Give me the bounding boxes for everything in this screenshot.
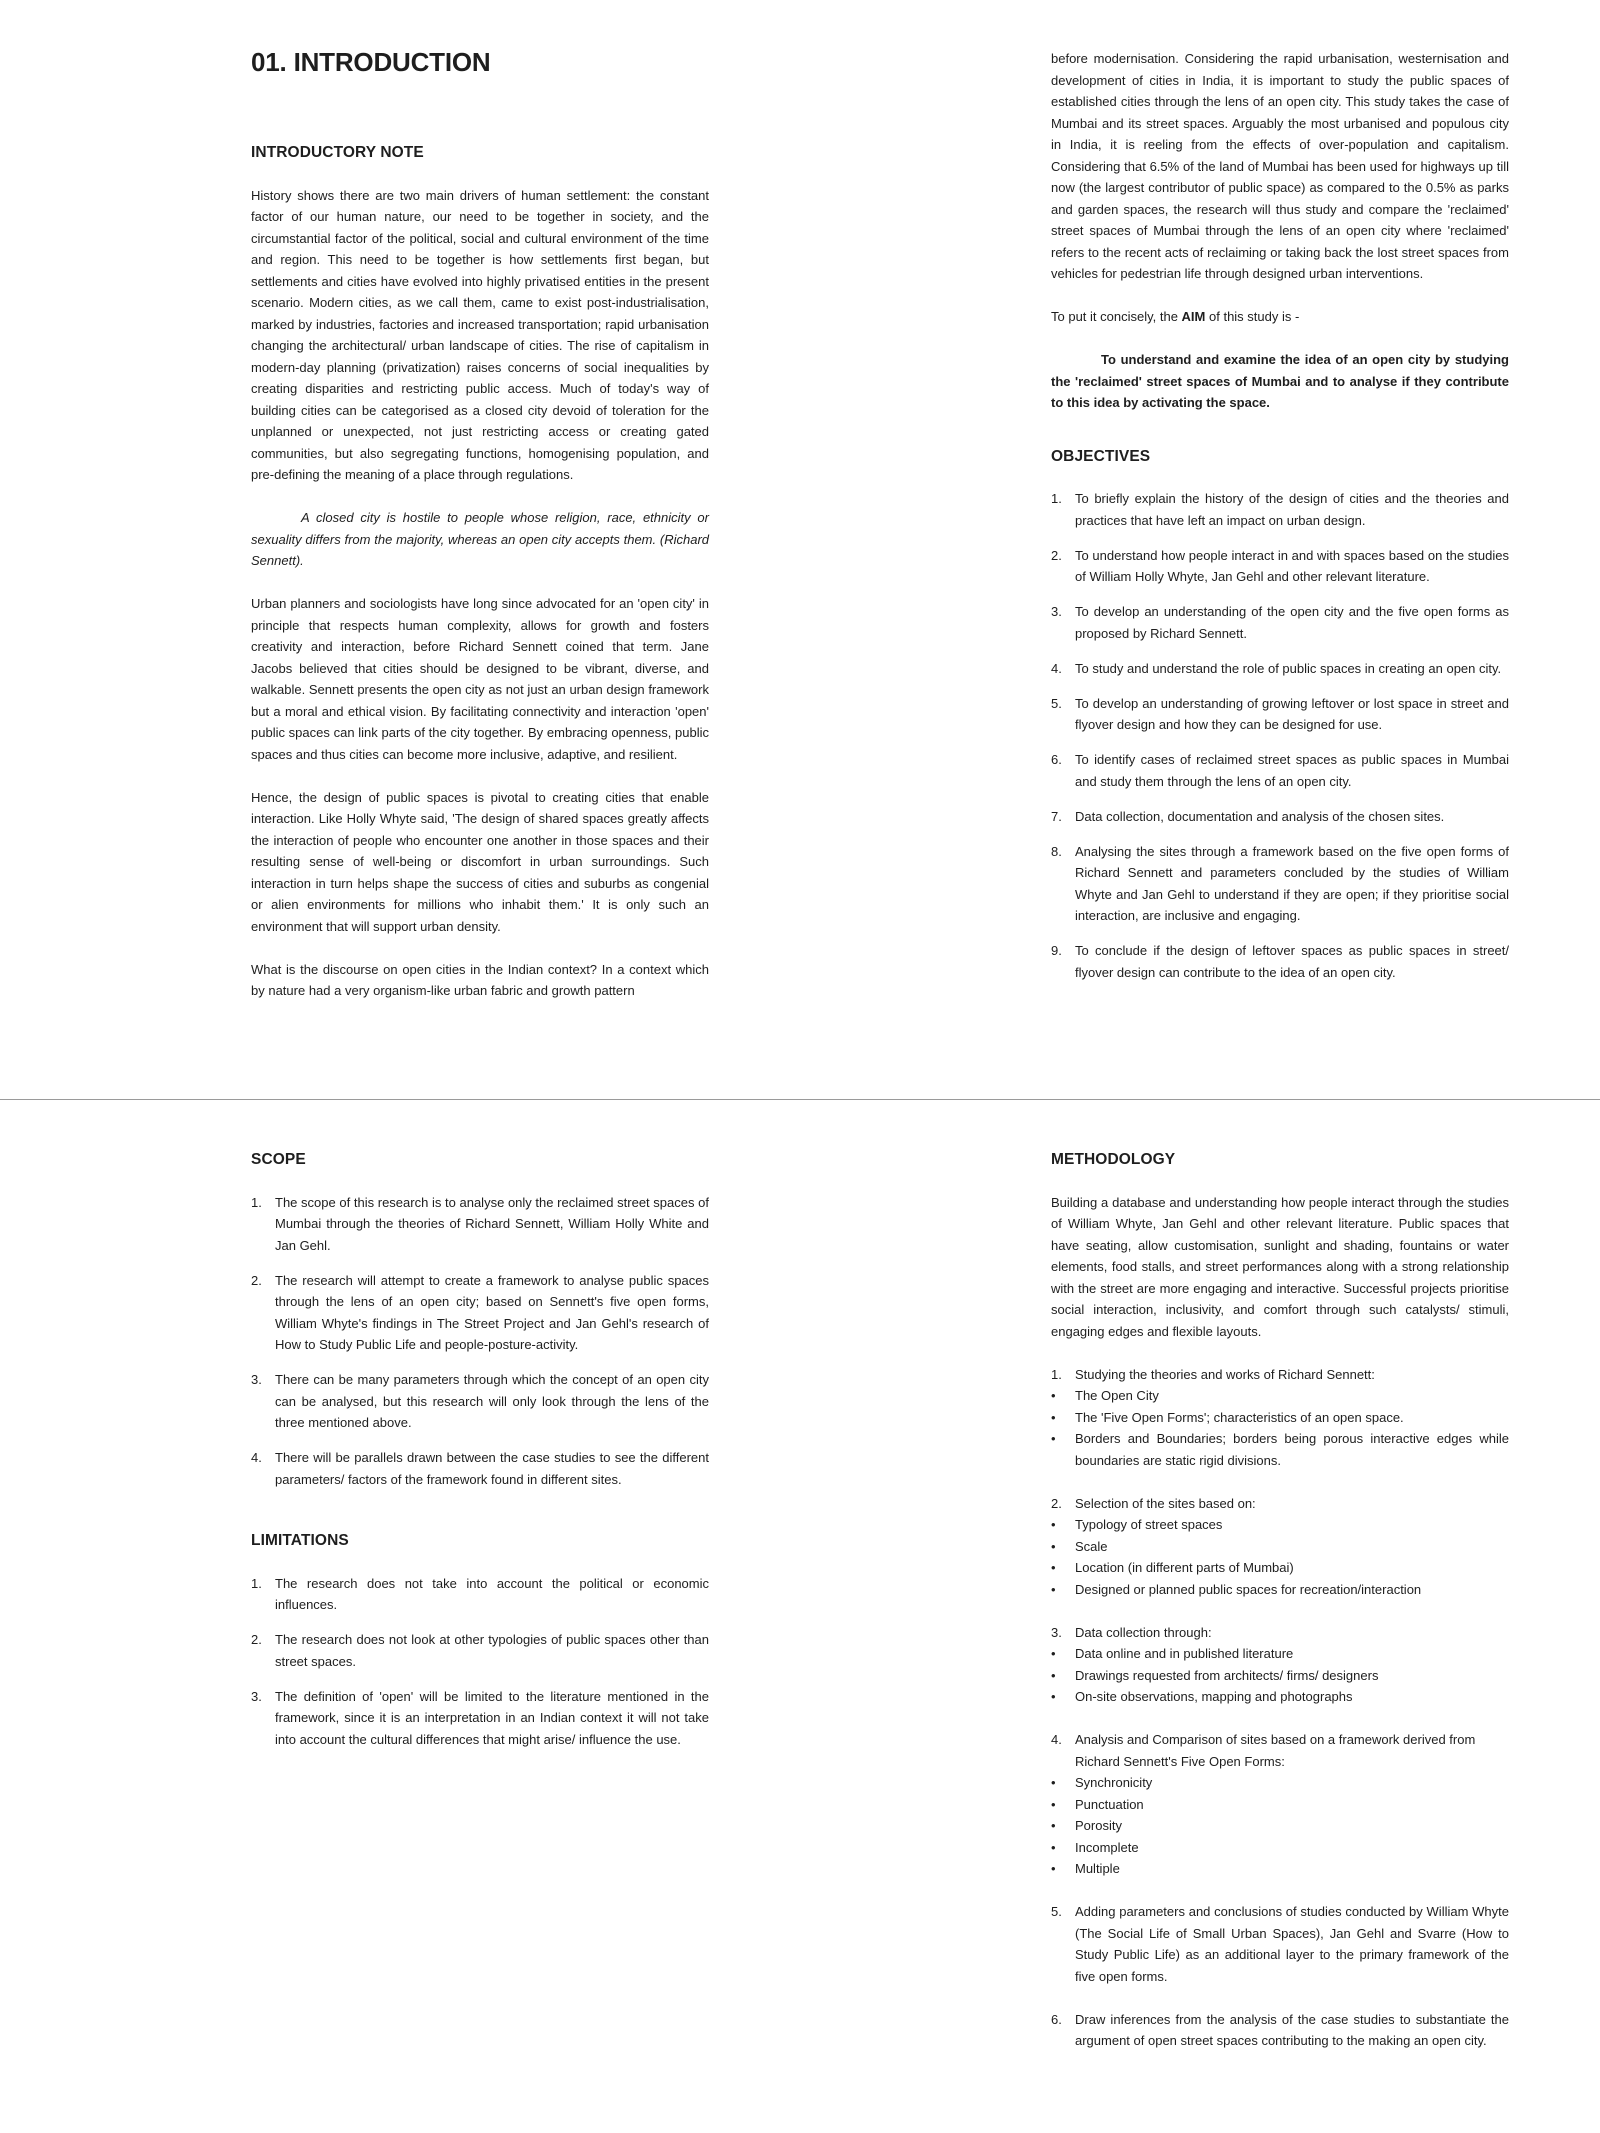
introductory-note-heading: INTRODUCTORY NOTE [251, 144, 424, 161]
intro-paragraph-3: Hence, the design of public spaces is pivotal to creating cities that enable interaction. Like Holly Whyte said, 'The design of shared spaces greatly affects the interaction of people who encounter one another in those spaces and their resulting sense of well-being or discomfort in urban surroundings. Such interaction in turn helps shape the success of cities and suburbs as congenial or alien environments for millions who inhabit them.' It is only such an environment that will support urban density. [251, 789, 709, 934]
item-number: 1. [251, 1194, 262, 1210]
method-3-bullets [1051, 1643, 1509, 1708]
item-text: The research will attempt to create a framework to analyse public spaces through the lens of an open city; based on Sennett's five open forms, William Whyte's findings in The Street Project and Jan Gehl's research of How to Study Public Life and people-posture-activity. [275, 1272, 709, 1352]
limitations-list [251, 1573, 709, 1751]
item-number: 4. [1051, 660, 1062, 676]
aim-suffix: of this study is - [1205, 309, 1300, 324]
item-text: To briefly explain the history of the design of cities and the theories and practices that have left an impact on urban design. [1075, 491, 1509, 528]
item-text: Selection of the sites based on: [1075, 1495, 1256, 1511]
item-number: 2. [251, 1272, 262, 1288]
intro-paragraph-4: What is the discourse on open cities in the Indian context? In a context which by nature had a very organism-like urban fabric and growth pattern [251, 961, 709, 998]
item-text: Draw inferences from the analysis of the case studies to substantiate the argument of open street spaces contributing to the making an open city. [1075, 2011, 1509, 2048]
bullet-item: • Punctuation [1051, 1794, 1509, 1816]
bullet-item: • Designed or planned public spaces for recreation/interaction [1051, 1579, 1509, 1601]
item-text: To conclude if the design of leftover spaces as public spaces in street/ flyover design can contribute to the idea of an open city. [1075, 943, 1509, 980]
method-step-2 [1051, 1493, 1509, 1515]
intro-paragraph-1: History shows there are two main drivers of human settlement: the constant factor of our human nature, our need to be together in society, and the circumstantial factor of the political, social and cultural environment of the time and region. This need to be together is how settlements first began, but settlements and cities have evolved into highly privatised entities in the present scenario. Modern cities, as we call them, came to exist post-industrialisation, marked by industries, factories and increased transportation; rapid urbanisation changing the architectural/ urban landscape of cities. The rise of capitalism in modern-day planning (privatization) raises concerns of social inequalities by creating disparities and restricting public access. Much of today's way of building cities can be categorised as a closed city devoid of toleration for the unplanned or unexpected, not just restricting access or creating gated communities, but also segregating functions, homogenising population, and pre-defining the meaning of a place through regulations. [251, 187, 709, 482]
aim-prefix: To put it concisely, the [1051, 309, 1182, 324]
item-text: Studying the theories and works of Richard Sennett: [1075, 1366, 1375, 1382]
item-text: Analysis and Comparison of sites based on a framework derived from Richard Sennett's Five Open Forms: [1075, 1732, 1476, 1769]
bullet-item: • Data online and in published literature [1051, 1643, 1509, 1665]
item-number: 2. [251, 1632, 262, 1647]
objective-item [1051, 658, 1509, 680]
limitation-item [251, 1629, 709, 1672]
method-step-1 [1051, 1364, 1509, 1386]
scope-item [251, 1369, 709, 1434]
scope-item [251, 1270, 709, 1356]
item-number: 5. [1051, 695, 1062, 711]
page1-right-column [1051, 48, 1509, 983]
page-divider [0, 1099, 1600, 1100]
objective-item [1051, 693, 1509, 736]
aim-line [1051, 306, 1509, 328]
item-text: To understand how people interact in and with spaces based on the studies of William Holly Whyte, Jan Gehl and other relevant literature. [1075, 547, 1509, 584]
item-number: 9. [1051, 943, 1062, 958]
scope-item [251, 1192, 709, 1257]
bullet-item: • On-site observations, mapping and photographs [1051, 1686, 1509, 1708]
item-number: 2. [1051, 547, 1062, 563]
item-text: The definition of 'open' will be limited to the literature mentioned in the framework, since it is an interpretation in an Indian context it will not take into account the cultural differences that might arise/ influence the use. [275, 1688, 709, 1747]
item-number: 4. [251, 1450, 262, 1465]
bullet-item: • Location (in different parts of Mumbai) [1051, 1557, 1509, 1579]
chapter-title: 01. INTRODUCTION [251, 47, 491, 77]
item-number: 1. [251, 1575, 262, 1591]
bullet-item: • Borders and Boundaries; borders being porous interactive edges while boundaries are static rigid divisions. [1051, 1428, 1509, 1471]
item-number: 1. [1051, 491, 1062, 506]
objective-item [1051, 749, 1509, 792]
bullet-item: • Drawings requested from architects/ firms/ designers [1051, 1665, 1509, 1687]
objective-item [1051, 940, 1509, 983]
objectives-heading: OBJECTIVES [1051, 447, 1151, 465]
item-number: 2. [1051, 1495, 1062, 1511]
method-step-6 [1051, 2009, 1509, 2052]
bullet-item: • Synchronicity [1051, 1772, 1509, 1794]
item-text: The research does not look at other typologies of public spaces other than street spaces. [275, 1632, 709, 1669]
item-text: Data collection through: [1075, 1624, 1212, 1640]
method-1-bullets [1051, 1385, 1509, 1471]
page2-right-column [1051, 1149, 1509, 2052]
page1-left-column [251, 47, 709, 1002]
item-number: 6. [1051, 2011, 1062, 2027]
item-text: To identify cases of reclaimed street spaces as public spaces in Mumbai and study them through the lens of an open city. [1075, 752, 1509, 789]
item-number: 6. [1051, 752, 1062, 767]
methodology-intro: Building a database and understanding how people interact through the studies of William Whyte, Jan Gehl and other relevant literature. Public spaces that have seating, allow customisation, sunlight and shading, fountains or water elements, food stalls, and street performances along with a strong relationship with the street are more engaging and interactive. Successful projects prioritise social interaction, inclusivity, and comfort through such catalysts/ stimuli, engaging edges and flexible layouts. [1051, 1194, 1509, 1339]
sennett-quote: A closed city is hostile to people whose religion, race, ethnicity or sexuality differs from the majority, whereas an open city accepts them. (Richard Sennett). [251, 510, 709, 568]
method-step-3 [1051, 1622, 1509, 1644]
item-text: The scope of this research is to analyse only the reclaimed street spaces of Mumbai through the theories of Richard Sennett, William Holly White and Jan Gehl. [275, 1194, 709, 1253]
item-number: 3. [1051, 604, 1062, 619]
item-text: There will be parallels drawn between the case studies to see the different parameters/ factors of the framework found in different sites. [275, 1450, 709, 1487]
item-number: 3. [251, 1372, 262, 1387]
bullet-item: • Multiple [1051, 1858, 1509, 1880]
limitation-item [251, 1686, 709, 1751]
method-step-4 [1051, 1729, 1509, 1772]
item-number: 4. [1051, 1732, 1062, 1747]
item-text: To develop an understanding of growing leftover or lost space in street and flyover design and how they can be designed for use. [1075, 695, 1509, 732]
aim-statement: To understand and examine the idea of an open city by studying the 'reclaimed' street spaces of Mumbai and to analyse if they contribute to this idea by activating the space. [1051, 352, 1509, 410]
item-number: 5. [1051, 1904, 1062, 1919]
bullet-item: • Typology of street spaces [1051, 1514, 1509, 1536]
item-number: 8. [1051, 843, 1062, 859]
item-number: 1. [1051, 1366, 1062, 1382]
methodology-heading: METHODOLOGY [1051, 1151, 1176, 1168]
objective-item [1051, 545, 1509, 588]
item-text: To develop an understanding of the open city and the five open forms as proposed by Richard Sennett. [1075, 604, 1509, 641]
bullet-item: • Scale [1051, 1536, 1509, 1558]
objective-item [1051, 806, 1509, 828]
objective-item [1051, 601, 1509, 644]
scope-item [251, 1447, 709, 1490]
limitation-item [251, 1573, 709, 1616]
page2-left-column [251, 1149, 709, 1750]
method-4-bullets [1051, 1772, 1509, 1880]
scope-list [251, 1192, 709, 1491]
item-number: 7. [1051, 808, 1062, 824]
aim-word: AIM [1181, 309, 1206, 324]
objectives-list [1051, 488, 1509, 983]
bullet-item: • Incomplete [1051, 1837, 1509, 1859]
context-paragraph: before modernisation. Considering the rapid urbanisation, westernisation and development of cities in India, it is important to study the public spaces of established cities through the lens of an open city. This study takes the case of Mumbai and its street spaces. Arguably the most urbanised and populous city in India, it is reeling from the effects of over-population and capitalism. Considering that 6.5% of the land of Mumbai has been used for highways up till now (the largest contributor of public space) as compared to the 0.5% as parks and garden spaces, the research will thus study and compare the 'reclaimed' street spaces of Mumbai through the lens of an open city where 'reclaimed' refers to the recent acts of reclaiming or taking back the lost street spaces from vehicles for pedestrian life through designed urban interventions. [1051, 51, 1509, 281]
objective-item [1051, 841, 1509, 927]
bullet-item: • The 'Five Open Forms'; characteristics of an open space. [1051, 1407, 1509, 1429]
method-2-bullets [1051, 1514, 1509, 1600]
item-text: There can be many parameters through which the concept of an open city can be analysed, but this research will only look through the lens of the three mentioned above. [275, 1372, 709, 1430]
objective-item [1051, 488, 1509, 531]
item-text: Adding parameters and conclusions of studies conducted by William Whyte (The Social Life of Small Urban Spaces), Jan Gehl and Svarre (How to Study Public Life) as an additional layer to the primary framework of the five open forms. [1075, 1904, 1509, 1984]
bullet-item: • The Open City [1051, 1385, 1509, 1407]
scope-heading: SCOPE [251, 1151, 306, 1168]
item-text: To study and understand the role of public spaces in creating an open city. [1075, 660, 1502, 676]
limitations-heading: LIMITATIONS [251, 1532, 349, 1549]
item-text: Analysing the sites through a framework based on the five open forms of Richard Sennett and parameters concluded by the studies of William Whyte and Jan Gehl to understand if they are open; if they prioritise social interaction, are inclusive and engaging. [1075, 843, 1509, 923]
item-number: 3. [251, 1688, 262, 1704]
method-step-5 [1051, 1901, 1509, 1987]
bullet-item: • Porosity [1051, 1815, 1509, 1837]
item-number: 3. [1051, 1624, 1062, 1640]
item-text: Data collection, documentation and analysis of the chosen sites. [1075, 808, 1445, 824]
intro-paragraph-2: Urban planners and sociologists have long since advocated for an 'open city' in principle that respects human complexity, allows for growth and fosters creativity and interaction, before Richard Sennett coined that term. Jane Jacobs believed that cities should be designed to be vibrant, diverse, and walkable. Sennett presents the open city as not just an urban design framework but a moral and ethical vision. By facilitating connectivity and interaction 'open' public spaces can link parts of the city together. By embracing openness, public spaces and thus cities can become more inclusive, adaptive, and resilient. [251, 596, 709, 762]
item-text: The research does not take into account the political or economic influences. [275, 1575, 709, 1612]
